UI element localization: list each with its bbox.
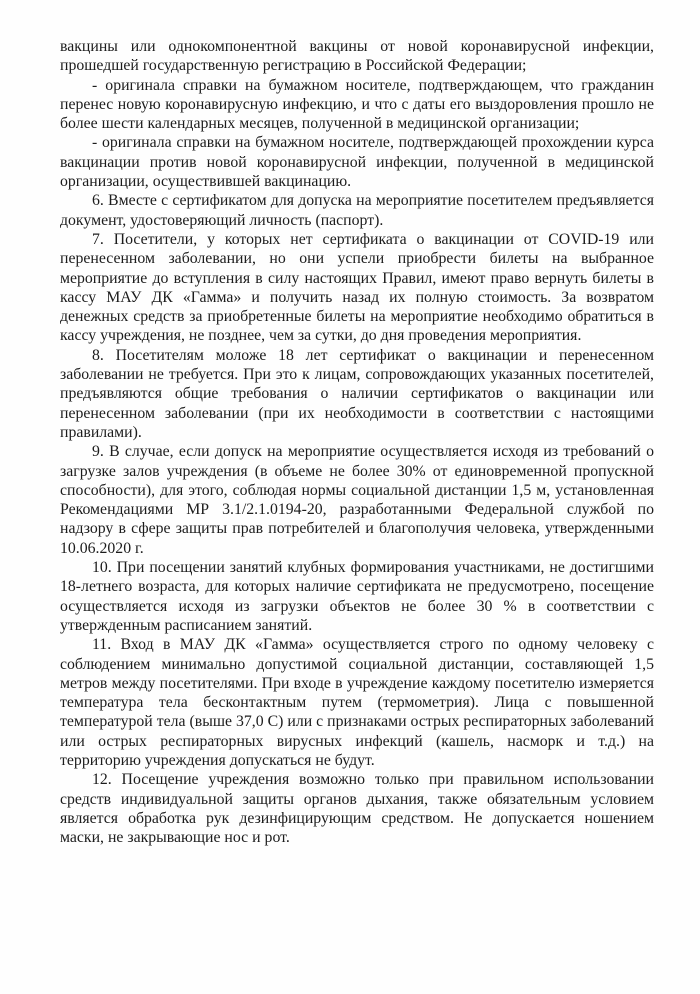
paragraph-item-8: 8. Посетителям моложе 18 лет сертификат о вакцинации и перенесенном заболевании не требуется. При это к лицам, сопровождающих указанных посетителей, предъявляются общие требования о наличии сертификатов о вакцинации или перенесенном заболевании (при их необходимости в соответствии с настоящими правилами). xyxy=(60,346,654,441)
paragraph-item-6: 6. Вместе с сертификатом для допуска на мероприятие посетителем предъявляется документ, удостоверяющий личность (паспорт). xyxy=(60,192,654,229)
paragraph-item-10: 10. При посещении занятий клубных формирования участниками, не достигшими 18-летнего возраста, для которых наличие сертификата не предусмотрено, посещение осуществляется исходя из загрузки объектов не более 30 % в соответствии с утвержденным расписанием занятий. xyxy=(60,559,654,634)
paragraph-item-11: 11. Вход в МАУ ДК «Гамма» осуществляется строго по одному человеку с соблюдением минимально допустимой социальной дистанции, составляющей 1,5 метров между посетителями. При входе в учреждение каждому посетителю измеряется температура тела бесконтактным путем (термометрия). Лица с повышенной температурой тела (выше 37,0 С) или с признаками острых респираторных заболеваний или острых респираторных вирусных инфекций (кашель, насморк и т.д.) на территорию учреждения допускаться не будут. xyxy=(60,636,654,769)
paragraph-vaccine-continuation: вакцины или однокомпонентной вакцины от новой коронавирусной инфекции, прошедшей государственную регистрацию в Российской Федерации; xyxy=(60,38,654,75)
paragraph-item-7: 7. Посетители, у которых нет сертификата о вакцинации от COVID-19 или перенесенном заболевании, но они успели приобрести билеты на выбранное мероприятие до вступления в силу настоящих Правил, имеют право вернуть билеты в кассу МАУ ДК «Гамма» и получить назад их полную стоимость. За возвратом денежных средств за приобретенные билеты на мероприятие необходимо обратиться в кассу учреждения, не позднее, чем за сутки, до дня проведения мероприятия. xyxy=(60,230,654,345)
paragraph-item-12: 12. Посещение учреждения возможно только при правильном использовании средств индивидуальной защиты органов дыхания, также обязательным условием является обработка рук дезинфицирующим средством. Не допускается ношением маски, не закрывающие нос и рот. xyxy=(60,771,654,847)
paragraph-item-9: 9. В случае, если допуск на мероприятие осуществляется исходя из требований о загрузке залов учреждения (в объеме не более 30% от единовременной пропускной способности), для этого, соблюдая нормы социальной дистанции 1,5 м, установленная Рекомендациями МР 3.1/2.1.0194-20, разработанными Федеральной службой по надзору в сфере защиты прав потребителей и благополучия человека, утвержденными 10.06.2020 г. xyxy=(60,443,654,557)
paragraph-recovery-certificate: - оригинала справки на бумажном носителе, подтверждающем, что гражданин перенес новую коронавирусную инфекцию, и что с даты его выздоровления прошло не более шести календарных месяцев, полученной в медицинской организации; xyxy=(60,76,654,133)
paragraph-vaccination-certificate: - оригинала справки на бумажном носителе, подтверждающей прохождении курса вакцинации против новой коронавирусной инфекции, полученной в медицинской организации, осуществившей вакцинацию. xyxy=(60,134,654,191)
